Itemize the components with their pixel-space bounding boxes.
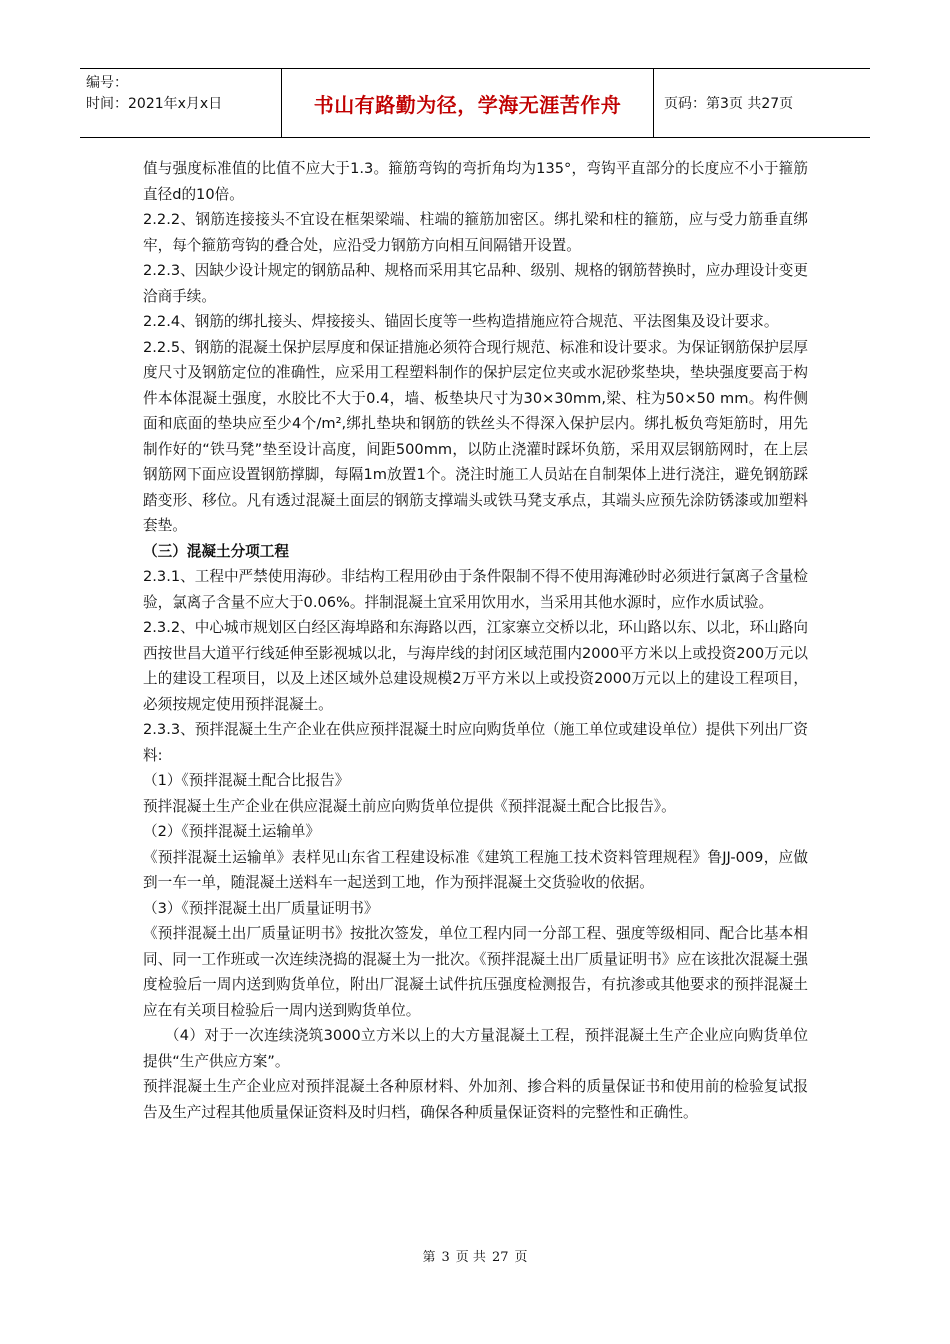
- document-date: 时间：2021年x月x日: [86, 96, 223, 112]
- section-heading: （三）混凝土分项工程: [143, 542, 289, 560]
- body-paragraph: 2.2.2、钢筋连接接头不宜设在框架梁端、柱端的箍筋加密区。绑扎梁和柱的箍筋，应与受力筋垂直绑牢，每个箍筋弯钩的叠合处，应沿受力钢筋方向相互间隔错开设置。: [143, 211, 808, 254]
- body-paragraph: 2.3.2、中心城市规划区白经区海埠路和东海路以西，江家寨立交桥以北，环山路以东、以北，环山路向西按世昌大道平行线延伸至影视城以北，与海岸线的封闭区域范围内2000平方米以上或投资200万元以上的建设工程项目，以及上述区域外总建设规模2万平方米以上或投资2000万元以上的建设工程项目，必须按规定使用预拌混凝土。: [143, 619, 808, 713]
- list-item-title: （1）《预拌混凝土配合比报告》: [143, 772, 350, 789]
- footer-page-mid: 页 共: [455, 1250, 486, 1265]
- body-paragraph: 2.2.4、钢筋的绑扎接头、焊接接头、锚固长度等一些构造措施应符合规范、平法图集及设计要求。: [143, 313, 779, 330]
- body-paragraph: 《预拌混凝土运输单》表样见山东省工程建设标准《建筑工程施工技术资料管理规程》鲁JJ-009，应做到一车一单，随混凝土送料车一起送到工地，作为预拌混凝土交货验收的依据。: [143, 848, 808, 891]
- list-item-title: （3）《预拌混凝土出厂质量证明书》: [143, 899, 379, 917]
- body-paragraph: 预拌混凝土生产企业在供应混凝土前应向购货单位提供《预拌混凝土配合比报告》。: [143, 797, 676, 815]
- body-paragraph: （4）对于一次连续浇筑3000立方米以上的大方量混凝土工程，预拌混凝土生产企业应向购货单位提供“生产供应方案”。: [143, 1027, 808, 1070]
- body-paragraph: 2.3.3、预拌混凝土生产企业在供应预拌混凝土时应向购货单位（施工单位或建设单位）提供下列出厂资料:: [143, 721, 808, 764]
- header-motto: 书山有路勤为径，学海无涯苦作舟: [282, 69, 654, 137]
- footer-page-total: 27: [491, 1250, 509, 1265]
- header-page-indicator: 页码：第3页 共27页: [664, 96, 794, 112]
- body-paragraph: 预拌混凝土生产企业应对预拌混凝土各种原材料、外加剂、掺合料的质量保证书和使用前的检验复试报告及生产过程其他质量保证资料及时归档，确保各种质量保证资料的完整性和正确性。: [143, 1078, 808, 1121]
- body-paragraph: 2.2.3、因缺少设计规定的钢筋品种、规格而采用其它品种、级别、规格的钢筋替换时，应办理设计变更洽商手续。: [143, 262, 808, 305]
- page-footer: [0, 1246, 950, 1265]
- footer-page-suffix: 页: [514, 1250, 528, 1265]
- body-paragraph: 2.3.1、工程中严禁使用海砂。非结构工程用砂由于条件限制不得不使用海滩砂时必须进行氯离子含量检验，氯离子含量不应大于0.06%。拌制混凝土宜采用饮用水，当采用其他水源时，应作水质试验。: [143, 568, 808, 611]
- body-paragraph: 2.2.5、钢筋的混凝土保护层厚度和保证措施必须符合现行规范、标准和设计要求。为保证钢筋保护层厚度尺寸及钢筋定位的准确性，应采用工程塑料制作的保护层定位夹或水泥砂浆垫块，垫块强度要高于构件本体混凝土强度，水胶比不大于0.4，墙、板垫块尺寸为30×30mm,梁、柱为50×50 mm。构件侧面和底面的垫块应至少4个/m²,绑扎垫块和钢筋的铁丝头不得深入保护层内。绑扎板负弯矩筋时，用先制作好的“铁马凳”垫至设计高度，间距500mm，以防止浇灌时踩坏负筋，采用双层钢筋网时，在上层钢筋网下面应设置钢筋撑脚，每隔1m放置1个。浇注时施工人员站在自制架体上进行浇注，避免钢筋踩踏变形、移位。凡有透过混凝土面层的钢筋支撑端头或铁马凳支承点，其端头应预先涂防锈漆或加塑料套垫。: [143, 338, 808, 534]
- list-item-title: （2）《预拌混凝土运输单》: [143, 823, 321, 840]
- footer-page-prefix: 第: [422, 1250, 436, 1265]
- page-header: [80, 68, 870, 138]
- body-paragraph: 值与强度标准值的比值不应大于1.3。箍筋弯钩的弯折角均为135°，弯钩平直部分的长度应不小于箍筋直径d的10倍。: [143, 160, 808, 203]
- header-meta: [80, 69, 282, 137]
- body-paragraph: 《预拌混凝土出厂质量证明书》按批次签发，单位工程内同一分部工程、强度等级相同、配合比基本相同、同一工作班或一次连续浇捣的混凝土为一批次。《预拌混凝土出厂质量证明书》应在该批次混凝土强度检验后一周内送到购货单位，附出厂混凝土试件抗压强度检测报告，有抗渗或其他要求的预拌混凝土应在有关项目检验后一周内送到购货单位。: [143, 925, 808, 1019]
- document-number-label: 编号：: [86, 75, 128, 91]
- footer-page-current: 3: [441, 1250, 450, 1265]
- document-body: [143, 156, 808, 1125]
